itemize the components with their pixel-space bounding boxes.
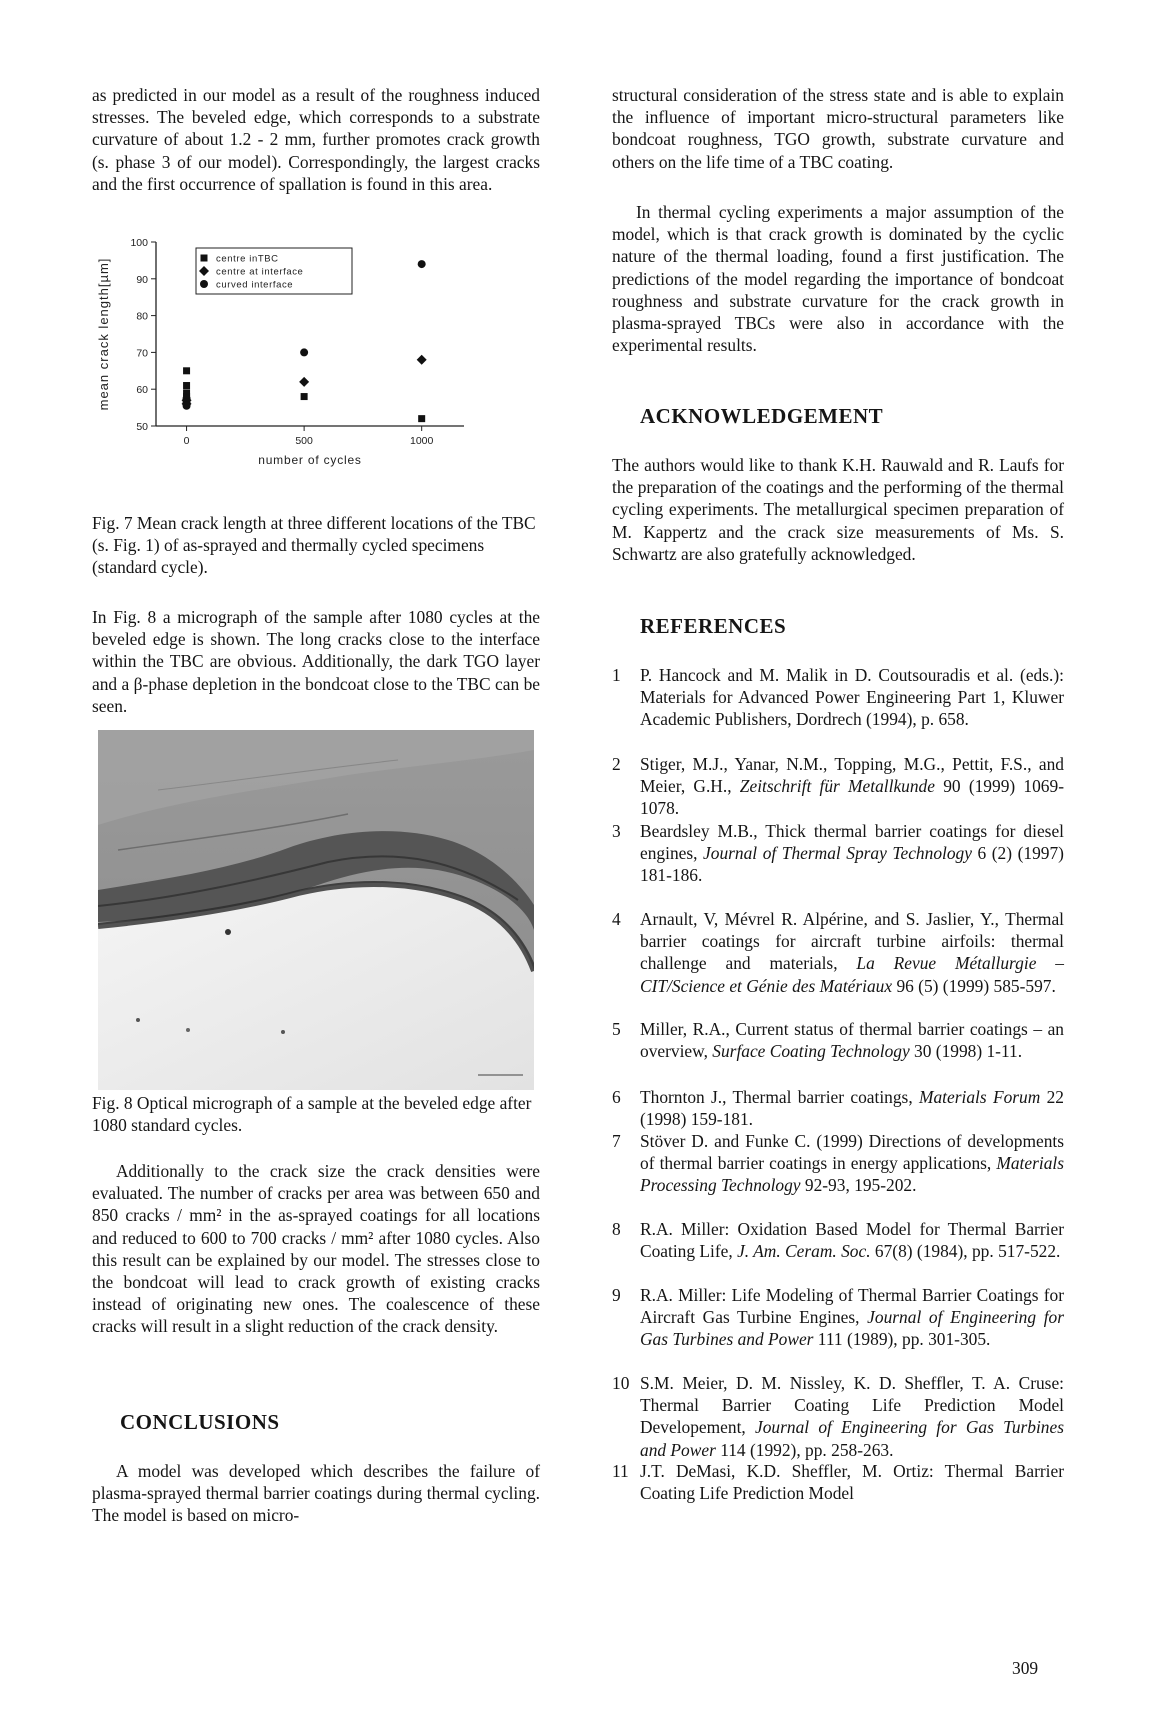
reference-volume-pages: 30 (1998) 1-11. bbox=[909, 1041, 1023, 1062]
reference-authors-title: Stöver D. and Funke C. (1999) Directions of developments of thermal barrier coatings in energy applications, bbox=[640, 1131, 1064, 1174]
reference-text bbox=[640, 908, 1064, 997]
reference-volume-pages: 92-93, 195-202. bbox=[800, 1175, 917, 1196]
reference-authors-title: Stiger, M.J., Yanar, N.M., Topping, M.G., Pettit, F.S., and Meier, G.H., bbox=[640, 754, 1064, 797]
acknowledgement-heading: ACKNOWLEDGEMENT bbox=[640, 404, 884, 428]
reference-journal: Zeitschrift für Metallkunde bbox=[739, 776, 935, 797]
data-point-circle bbox=[300, 348, 308, 356]
reference-number: 3 bbox=[612, 821, 621, 841]
y-tick-label: 90 bbox=[136, 273, 148, 286]
reference-number: 7 bbox=[612, 1131, 621, 1151]
legend-marker-square bbox=[201, 255, 208, 262]
legend-label: centre inTBC bbox=[216, 253, 279, 265]
y-axis-label: mean crack length[µm] bbox=[96, 257, 111, 411]
reference-authors-title: S.M. Meier, D. M. Nissley, K. D. Sheffler, T. A. Cruse: Thermal Barrier Coating Life Prediction Model Developement, bbox=[640, 1373, 1064, 1438]
y-tick-label: 80 bbox=[136, 310, 148, 323]
reference-journal: Journal of Thermal Spray Technology bbox=[703, 843, 972, 864]
y-tick-label: 60 bbox=[136, 384, 148, 397]
paragraph-fig8: In Fig. 8 a micrograph of the sample after 1080 cycles at the beveled edge is shown. The long cracks close to the interface within the TBC are obvious. Additionally, the dark TGO layer and a β-phase depletion in the bondcoat close to the TBC can be seen. bbox=[92, 607, 540, 716]
x-axis-label: number of cycles bbox=[258, 453, 362, 467]
reference-text bbox=[640, 1460, 1064, 1504]
reference-journal: La Revue Métallurgie – CIT/Science et Génie des Matériaux bbox=[640, 953, 1064, 996]
page-number: 309 bbox=[1012, 1658, 1039, 1678]
reference-volume-pages: 90 (1999) 1069-1078. bbox=[640, 776, 1064, 819]
reference-number: 6 bbox=[612, 1087, 621, 1107]
data-point-diamond bbox=[299, 377, 309, 387]
reference-text bbox=[640, 1086, 1064, 1130]
paragraph-thermal-cycling: In thermal cycling experiments a major assumption of the model, which is that crack growth is dominated by the cyclic nature of the thermal loading, found a first justification. The predictions of the model regarding the importance of bondcoat roughness and substrate curvature for the crack growth in plasma-sprayed TBCs were also in accordance with the experimental results. bbox=[612, 202, 1064, 356]
reference-number: 9 bbox=[612, 1285, 621, 1305]
data-point-diamond bbox=[417, 355, 427, 365]
reference-authors-title: Miller, R.A., Current status of thermal barrier coatings – an overview, bbox=[640, 1019, 1064, 1062]
fig8-caption: Fig. 8 Optical micrograph of a sample at the beveled edge after 1080 standard cycles. bbox=[92, 1093, 532, 1136]
x-tick-label: 500 bbox=[295, 435, 313, 447]
reference-authors-title: R.A. Miller: Life Modeling of Thermal Barrier Coatings for Aircraft Gas Turbine Engines, bbox=[640, 1285, 1064, 1328]
reference-volume-pages: 111 (1989), pp. 301-305. bbox=[813, 1329, 991, 1350]
reference-number: 8 bbox=[612, 1219, 621, 1239]
reference-journal: Journal of Engineering for Gas Turbines and Power bbox=[640, 1417, 1064, 1460]
data-point-circle bbox=[183, 402, 191, 410]
data-point-square bbox=[301, 393, 308, 400]
reference-volume-pages: 22 (1998) 159-181. bbox=[640, 1087, 1064, 1130]
y-tick-label: 50 bbox=[136, 421, 148, 433]
reference-text bbox=[640, 1284, 1064, 1351]
reference-text bbox=[640, 753, 1064, 820]
reference-authors-title: J.T. DeMasi, K.D. Sheffler, M. Ortiz: Thermal Barrier Coating Life Prediction Model bbox=[640, 1461, 1064, 1504]
reference-volume-pages: 6 (2) (1997) 181-186. bbox=[640, 843, 1064, 886]
reference-journal: Materials Processing Technology bbox=[640, 1153, 1064, 1196]
reference-authors-title: Thornton J., Thermal barrier coatings, bbox=[640, 1087, 919, 1107]
paragraph-intro: as predicted in our model as a result of the roughness induced stresses. The beveled edge, which corresponds to a substrate curvature of about 1.2 - 2 mm, further promotes crack growth (s. phase 3 of our model). Correspondingly, the largest cracks and the first occurrence of spallation is found in this area. bbox=[92, 85, 540, 194]
reference-number: 5 bbox=[612, 1019, 621, 1039]
x-tick-label: 0 bbox=[183, 435, 190, 447]
fig7-caption: Fig. 7 Mean crack length at three different locations of the TBC (s. Fig. 1) of as-sprayed and thermally cycled specimens (standard cycle). bbox=[92, 513, 536, 578]
fig7-chart bbox=[92, 200, 540, 510]
paragraph-continuation: structural consideration of the stress state and is able to explain the influence of important micro-structural parameters like bondcoat roughness, TGO growth, substrate curvature and others on the life time of a TBC coating. bbox=[612, 85, 1064, 172]
y-tick-label: 70 bbox=[136, 347, 148, 360]
data-point-square bbox=[418, 415, 425, 422]
legend-label: centre at interface bbox=[216, 266, 304, 278]
reference-number: 11 bbox=[612, 1461, 629, 1481]
reference-volume-pages: 67(8) (1984), pp. 517-522. bbox=[870, 1241, 1061, 1262]
legend-label: curved interface bbox=[216, 279, 294, 291]
reference-text bbox=[640, 1218, 1064, 1262]
reference-journal: J. Am. Ceram. Soc. bbox=[737, 1241, 871, 1262]
reference-journal: Surface Coating Technology bbox=[712, 1041, 910, 1062]
reference-number: 2 bbox=[612, 754, 621, 774]
conclusions-heading: CONCLUSIONS bbox=[120, 1410, 280, 1434]
reference-authors-title: P. Hancock and M. Malik in D. Coutsouradis et al. (eds.): Materials for Advanced Power Engineering Part 1, Kluwer Academic Publishers, Dordrech (1994), p. 658. bbox=[640, 665, 1064, 730]
data-point-square bbox=[183, 367, 190, 374]
paragraph-conclusions: A model was developed which describes the failure of plasma-sprayed thermal barrier coatings during thermal cycling. The model is based on micro- bbox=[92, 1461, 540, 1526]
reference-authors-title: Beardsley M.B., Thick thermal barrier coatings for diesel engines, bbox=[640, 821, 1064, 864]
reference-number: 4 bbox=[612, 909, 621, 929]
reference-text bbox=[640, 1130, 1064, 1197]
paragraph-crack-density: Additionally to the crack size the crack densities were evaluated. The number of cracks per area was between 650 and 850 cracks / mm² in the as-sprayed coatings for all locations and reduced to 600 to 700 cracks / mm² after 1080 cycles. Also this result can be explained by our model. The stresses close to the bondcoat will lead to crack growth of existing cracks instead of originating new ones. The coalescence of these cracks will result in a slight reduction of the crack density. bbox=[92, 1161, 540, 1337]
reference-authors-title: Arnault, V, Mévrel R. Alpérine, and S. Jaslier, Y., Thermal barrier coatings for aircraft turbine airfoils: thermal challenge and materials, bbox=[640, 909, 1064, 974]
references-heading: REFERENCES bbox=[640, 614, 787, 638]
reference-text bbox=[640, 820, 1064, 887]
reference-volume-pages: 96 (5) (1999) 585-597. bbox=[892, 975, 1056, 996]
reference-text bbox=[640, 1018, 1064, 1062]
reference-text bbox=[640, 1372, 1064, 1461]
x-tick-label: 1000 bbox=[409, 435, 434, 447]
fig8-micrograph-image bbox=[98, 730, 534, 1090]
reference-journal: Journal of Engineering for Gas Turbines and Power bbox=[640, 1307, 1064, 1350]
reference-volume-pages: 114 (1992), pp. 258-263. bbox=[715, 1439, 894, 1460]
y-tick-label: 100 bbox=[130, 237, 148, 249]
paragraph-acknowledgement: The authors would like to thank K.H. Rauwald and R. Laufs for the preparation of the coatings and the performing of the thermal cycling experiments. The metallurgical specimen preparation of M. Kappertz and the crack size measurements of Ms. S. Schwartz are also gratefully acknowledged. bbox=[612, 455, 1064, 564]
data-point-circle bbox=[418, 260, 426, 268]
reference-journal: Materials Forum bbox=[919, 1087, 1041, 1107]
reference-authors-title: R.A. Miller: Oxidation Based Model for Thermal Barrier Coating Life, bbox=[640, 1219, 1064, 1262]
data-point-square bbox=[183, 382, 190, 389]
reference-number: 1 bbox=[612, 665, 621, 685]
reference-text bbox=[640, 664, 1064, 731]
legend-marker-circle bbox=[200, 280, 208, 288]
reference-number: 10 bbox=[612, 1373, 630, 1393]
